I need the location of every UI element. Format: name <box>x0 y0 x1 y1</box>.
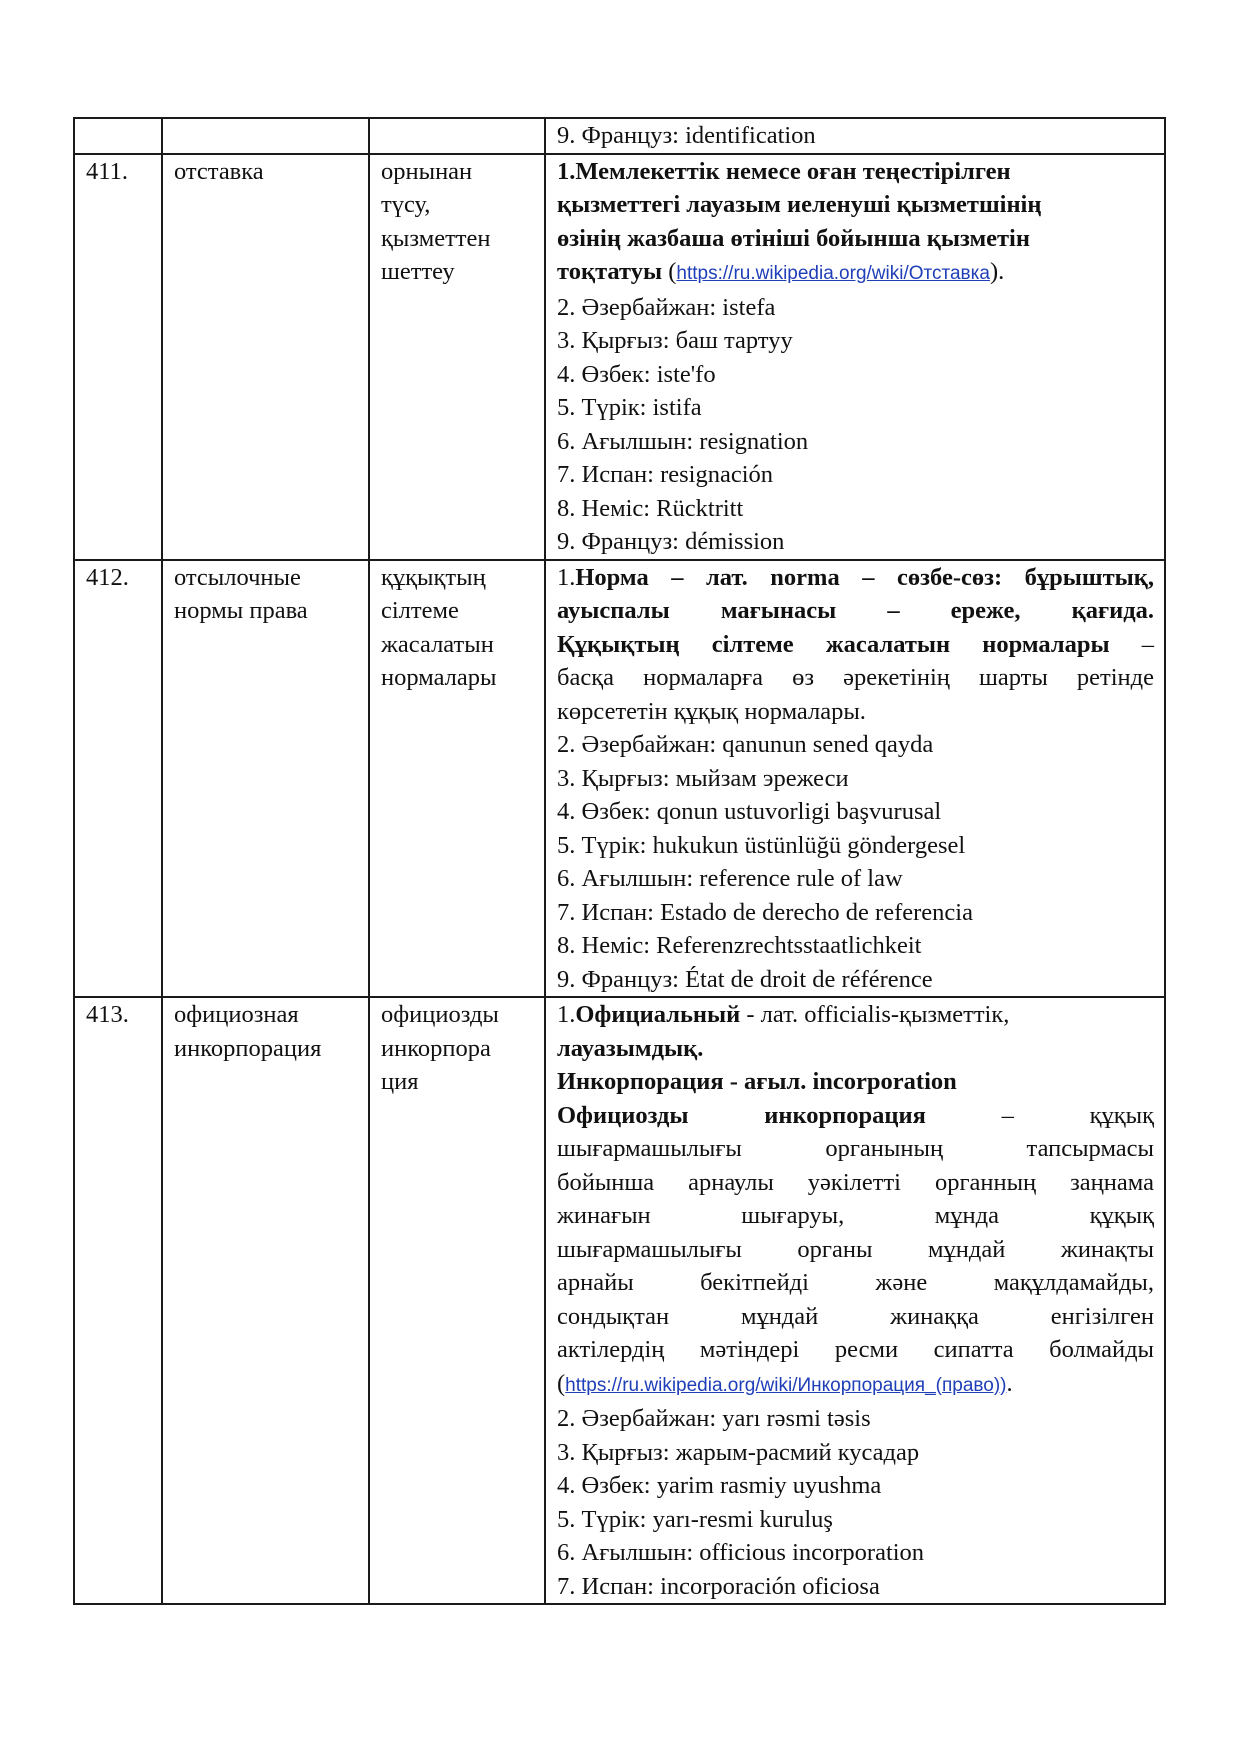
kazakh-line: орнынан <box>381 157 473 185</box>
link-paren: ). <box>989 258 1005 285</box>
definition-text: актілердің мәтіндері ресми сипатта болмайды <box>557 1336 1154 1363</box>
russian-line: отсылочные <box>174 563 301 591</box>
translation-line: 2. Әзербайжан: yarı rəsmi təsis <box>557 1405 871 1432</box>
definition-text: арнайы бекітпейді және мақұлдамайды, <box>557 1269 1154 1296</box>
definition-text: – <box>1109 630 1154 658</box>
translation-line: 7. Испан: Estado de derecho de referencia <box>557 898 973 926</box>
translation-line: 5. Түрік: hukukun üstünlüğü göndergesel <box>557 831 966 859</box>
kazakh-line: қызметтен <box>381 224 491 252</box>
term-russian <box>162 118 369 154</box>
term-russian: отставка <box>162 154 369 560</box>
row-number: 411. <box>74 154 162 560</box>
kazakh-line: құқықтың <box>381 563 486 591</box>
table-row <box>74 118 1165 154</box>
definition-number: 1. <box>557 1001 576 1028</box>
translation-line: 3. Қырғыз: баш тартуу <box>557 327 793 354</box>
translation-line: 4. Өзбек: qonun ustuvorligi başvurusal <box>557 798 942 825</box>
definition-text: шығармашылығы органының тапсырмасы <box>557 1135 1154 1162</box>
kazakh-line: сілтеме <box>381 597 459 624</box>
russian-line: инкорпорация <box>174 1034 322 1062</box>
link-paren: ( <box>557 1369 566 1397</box>
translation-line: 5. Түрік: yarı-resmi kuruluş <box>557 1505 833 1533</box>
kazakh-line: ция <box>381 1068 419 1095</box>
translation-line: 2. Әзербайжан: qanunun sened qayda <box>557 731 934 758</box>
translation-line: 2. Әзербайжан: istefa <box>557 293 776 321</box>
definition-bold: Норма – лат. norma – сөзбе-сөз: бұрыштық, <box>575 563 1154 591</box>
definition-text: басқа нормаларға өз әрекетінің шарты ретінде <box>557 664 1154 691</box>
translation-line: 8. Неміс: Referenzrechtsstaatlichkeit <box>557 932 922 959</box>
translation-line: 6. Ағылшын: resignation <box>557 427 809 455</box>
definition-line: өзінің жазбаша өтініші бойынша қызметін <box>557 224 1030 252</box>
row-number: 412. <box>74 560 162 998</box>
definition-number: 1. <box>557 563 576 591</box>
kazakh-line: түсу, <box>381 191 431 218</box>
definition-bold: Инкорпорация - ағыл. incorporation <box>557 1068 957 1095</box>
definition-text: көрсететін құқық нормалары. <box>557 697 866 725</box>
definition-text: бойынша арнаулы уәкілетті органның заңнама <box>557 1168 1154 1196</box>
definition-bold: Официозды инкорпорация <box>557 1101 926 1129</box>
translation-line: 9. Француз: État de droit de référence <box>557 965 933 993</box>
term-description <box>545 118 1165 154</box>
term-kazakh <box>369 560 545 998</box>
term-description <box>545 997 1165 1604</box>
translation-line: 4. Өзбек: iste'fo <box>557 360 716 388</box>
term-russian <box>162 560 369 998</box>
translation-line: 6. Ағылшын: officious incorporation <box>557 1539 925 1566</box>
kazakh-line: официозды <box>381 1001 499 1028</box>
translation-line: 8. Неміс: Rücktritt <box>557 494 744 522</box>
russian-line: официозная <box>174 1001 299 1028</box>
definition-text: шығармашылығы органы мұндай жинақты <box>557 1235 1154 1263</box>
term-description <box>545 560 1165 998</box>
definition-text: жинағын шығаруы, мұнда құқық <box>557 1202 1154 1229</box>
link-paren: ( <box>662 258 677 285</box>
definition-line: 1.Мемлекеттік немесе оған теңестірілген <box>557 157 1011 185</box>
term-kazakh <box>369 997 545 1604</box>
translation-line: 9. Француз: identification <box>557 122 816 149</box>
term-description <box>545 154 1165 560</box>
definition-text: - лат. officialis-қызметтік, <box>740 1001 1010 1028</box>
translation-line: 4. Өзбек: yarim rasmiy uyushma <box>557 1472 882 1499</box>
source-link[interactable]: https://ru.wikipedia.org/wiki/Отставка <box>676 263 990 284</box>
russian-line: нормы права <box>174 597 308 624</box>
translation-line: 6. Ағылшын: reference rule of law <box>557 865 903 892</box>
definition-text: сондықтан мұндай жинаққа енгізілген <box>557 1302 1154 1330</box>
definition-line: тоқтатуы <box>557 258 663 285</box>
translation-line: 7. Испан: resignación <box>557 461 774 488</box>
row-number <box>74 118 162 154</box>
source-link[interactable]: https://ru.wikipedia.org/wiki/Инкорпорация_(право)) <box>565 1374 1007 1396</box>
definition-text: – құқық <box>925 1101 1154 1129</box>
kazakh-line: инкорпора <box>381 1034 491 1062</box>
term-russian <box>162 997 369 1604</box>
kazakh-line: шеттеу <box>381 258 455 285</box>
translation-line: 5. Түрік: istifa <box>557 394 702 421</box>
translation-line: 3. Қырғыз: мыйзам эрежеси <box>557 764 849 792</box>
definition-bold: лауазымдық. <box>557 1034 704 1062</box>
table-row <box>74 154 1165 560</box>
glossary-table <box>73 117 1166 1605</box>
table-row <box>74 560 1165 998</box>
definition-line: қызметтегі лауазым иеленуші қызметшінің <box>557 191 1042 218</box>
translation-line: 7. Испан: incorporación oficiosa <box>557 1572 880 1600</box>
kazakh-line: жасалатын <box>381 630 494 658</box>
definition-bold: ауыспалы мағынасы – ереже, қағида. <box>557 597 1154 624</box>
kazakh-line: нормалары <box>381 664 497 691</box>
term-kazakh <box>369 154 545 560</box>
row-number: 413. <box>74 997 162 1604</box>
definition-bold: Құқықтың сілтеме жасалатын нормалары <box>557 630 1110 658</box>
definition-bold: Официальный <box>575 1001 741 1028</box>
translation-line: 9. Француз: démission <box>557 528 785 555</box>
term-kazakh <box>369 118 545 154</box>
link-paren: . <box>1006 1369 1013 1397</box>
table-row <box>74 997 1165 1604</box>
translation-line: 3. Қырғыз: жарым-расмий кусадар <box>557 1438 920 1466</box>
